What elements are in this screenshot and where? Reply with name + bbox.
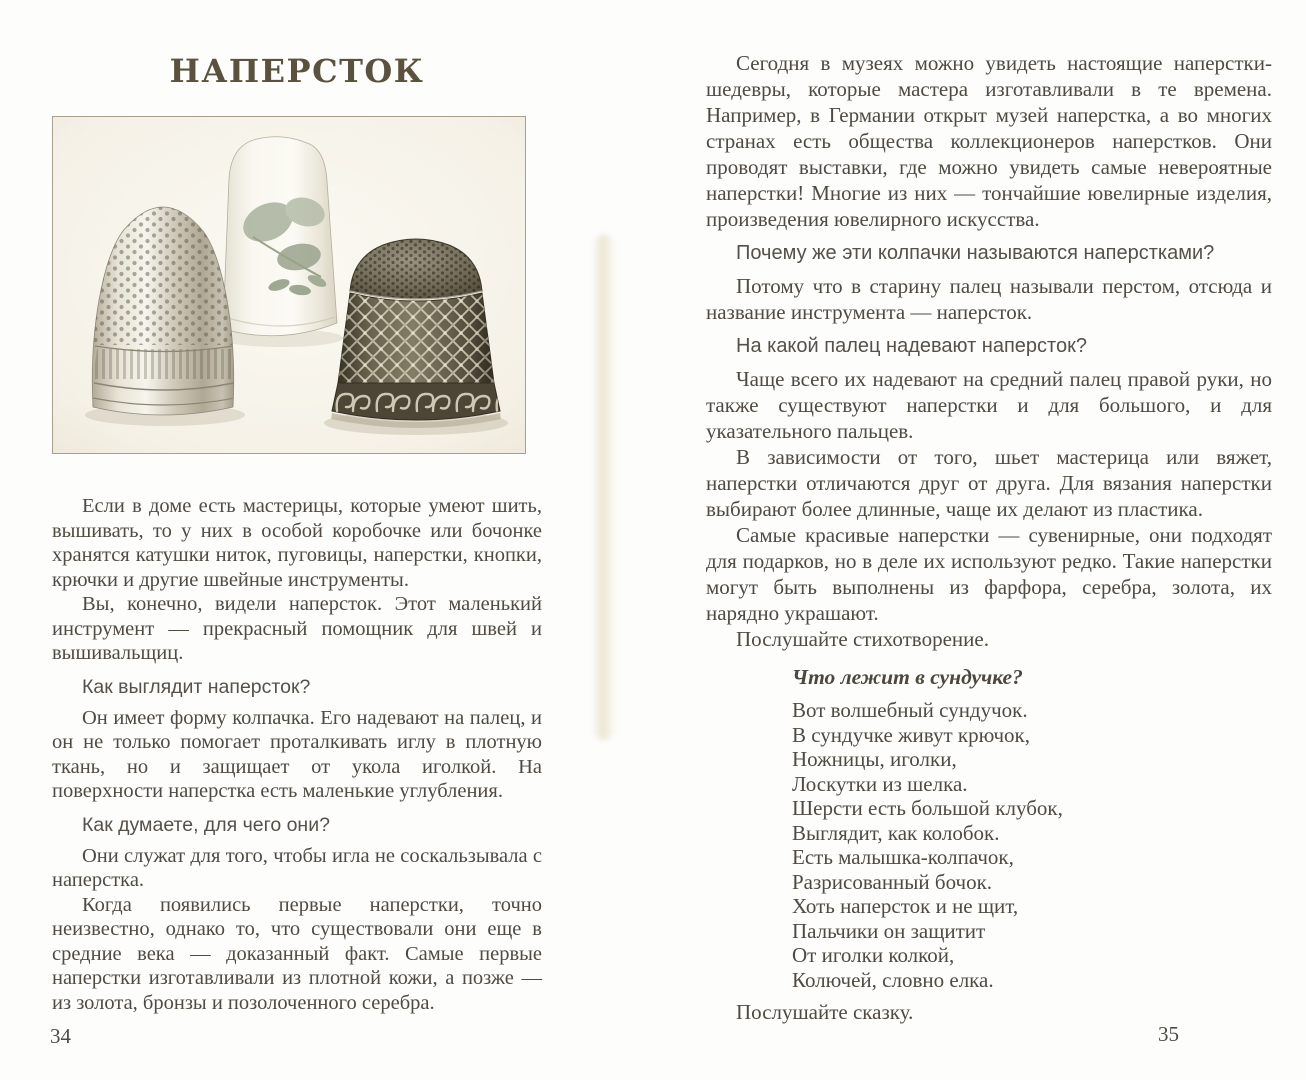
question-why-called: Почему же эти колпачки называются наперстками? (736, 242, 1215, 264)
paragraph-listen-tale: Послушайте сказку. (736, 1000, 914, 1024)
poem-line: Лоскутки из шелка. (792, 771, 968, 796)
page-number-left: 34 (50, 1024, 71, 1048)
paragraph-perst-origin: Потому что в старину палец называли перстом, отсюда и название инструмента — наперсток. (706, 274, 1272, 324)
thimbles-figure (52, 116, 526, 454)
poem-line: Хоть наперсток и не щит, (792, 894, 1019, 918)
thimble-middle-porcelain (223, 137, 337, 336)
question-why-dimples: Как думаете, для чего они? (82, 813, 330, 836)
paragraph-souvenir: Самые красивые наперстки — сувенирные, они подходят для подарков, но в деле их используют редко. Такие наперстки могут быть выполнены из фарфора, серебра, золота, их нарядно украшают. (706, 523, 1272, 625)
paragraph-listen-poem: Послушайте стихотворение. (736, 627, 989, 651)
left-page-text (52, 494, 542, 1015)
poem-line: Разрисованный бочок. (792, 869, 993, 894)
poem (792, 698, 1272, 992)
paragraph-shape: Он имеет форму колпачка. Его надевают на палец, и он не только помогает проталкивать иглу в плотную ткань, но и защищает от укола иголкой. На поверхности наперстка есть маленькие углубления. (52, 706, 542, 802)
page-title: НАПЕРСТОК (169, 52, 425, 90)
page-gutter-shadow (592, 235, 616, 740)
paragraph-dimples-purpose: Они служат для того, чтобы игла не соскальзывала с наперстка. (52, 844, 542, 891)
poem-line: Пальчики он защитит (792, 918, 986, 943)
thimbles-photo-illustration (53, 117, 525, 453)
poem-line: От иголки колкой, (792, 943, 955, 967)
page-right (706, 50, 1272, 1025)
question-which-finger: На какой палец надевают наперсток? (736, 335, 1087, 357)
poem-line: Шерсти есть большой клубок, (792, 796, 1063, 820)
page-number-right: 35 (1158, 1022, 1179, 1046)
poem-line: Вот волшебный сундучок. (792, 698, 1028, 722)
question-how-looks: Как выглядит наперсток? (82, 675, 311, 698)
paragraph-intro: Если в доме есть мастерицы, которые умеют шить, вышивать, то у них в особой коробочке или бочонке хранятся катушки ниток, пуговицы, наперстки, кнопки, крючки и другие швейные инструменты. (52, 495, 542, 591)
paragraph-museums: Сегодня в музеях можно увидеть настоящие наперстки-шедевры, которые мастера изготавливали в те времена. Например, в Германии открыт музей наперстка, а во многих странах есть общества коллекционеров наперстков. Они проводят выставки, где можно увидеть самые невероятные наперстки! Многие из них — тончайшие ювелирные изделия, произведения ювелирного искусства. (706, 51, 1272, 231)
poem-line: Ножницы, иголки, (792, 747, 957, 771)
poem-line: В сундучке живут крючок, (792, 722, 1031, 747)
paragraph-sewing-knitting: В зависимости от того, шьет мастерица или вяжет, наперстки отличаются друг от друга. Для вязания наперстки выбирают более длинные, чаще их делают из пластика. (706, 445, 1272, 521)
paragraph-history: Когда появились первые наперстки, точно неизвестно, однако то, что существовали они еще в средние века — доказанный факт. Самые первые наперстки изготавливали из плотной кожи, а позже — из золота, бронзы и позолоченного серебра. (52, 893, 542, 1014)
paragraph-middle-finger: Чаще всего их надевают на средний палец правой руки, но также существуют наперстки и для большого, и для указательного пальцев. (706, 367, 1272, 443)
poem-line: Выглядит, как колобок. (792, 820, 1000, 845)
poem-line: Колючей, словно елка. (792, 967, 994, 992)
poem-line: Есть малышка-колпачок, (792, 845, 1014, 869)
poem-title: Что лежит в сундучке? (792, 665, 1023, 689)
page-left (52, 44, 542, 1015)
paragraph-seen-thimble: Вы, конечно, видели наперсток. Этот маленький инструмент — прекрасный помощник для швей и вышивальщиц. (52, 593, 542, 664)
